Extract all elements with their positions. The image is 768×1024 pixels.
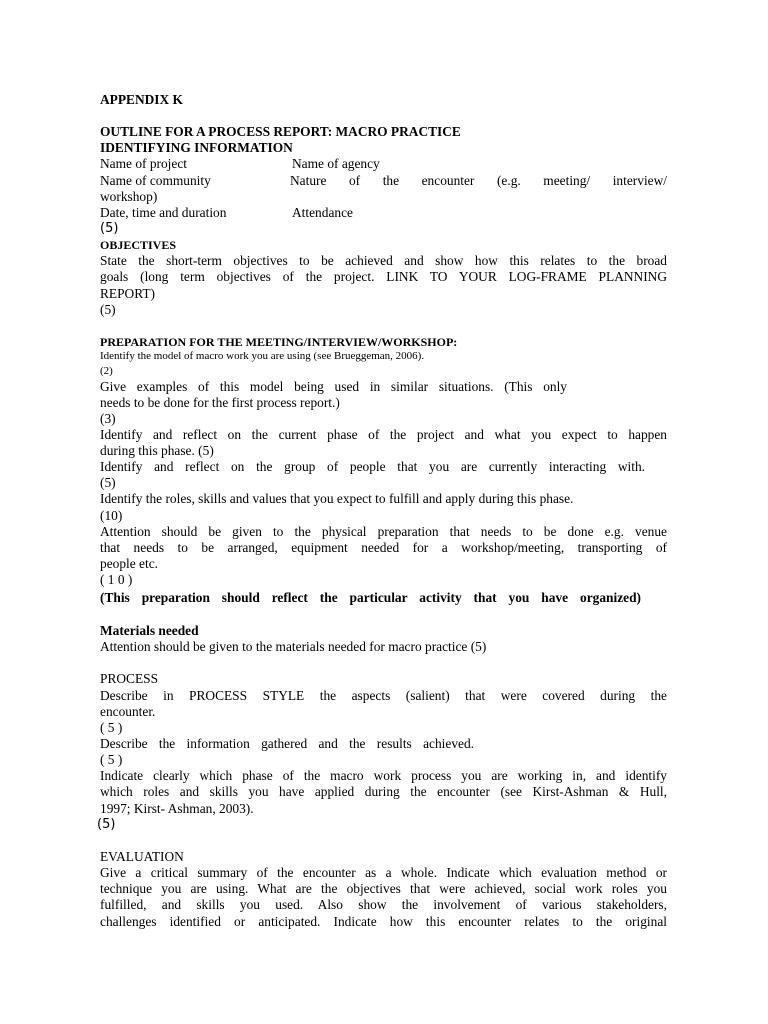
preparation-group: Identify and reflect on the group of people that you are currently interacting with. bbox=[100, 459, 645, 474]
document-title: OUTLINE FOR A PROCESS REPORT: MACRO PRACTICE bbox=[100, 124, 461, 139]
process-describe-1: Describe in PROCESS STYLE the aspects (salient) that were covered during the bbox=[100, 688, 667, 703]
process-phase-3: 1997; Kirst- Ashman, 2003). bbox=[100, 801, 254, 816]
process-phase-marks: (5) bbox=[97, 817, 116, 832]
field-encounter-cont: workshop) bbox=[100, 189, 158, 204]
evaluation-text-1: Give a critical summary of the encounter as a whole. Indicate which evaluation method or bbox=[100, 865, 667, 880]
field-attendance: Attendance bbox=[292, 205, 353, 220]
preparation-phase-1: Identify and reflect on the current phase of the project and what you expect to happen bbox=[100, 427, 667, 442]
process-info-marks: ( 5 ) bbox=[100, 752, 123, 767]
process-describe-2: encounter. bbox=[100, 704, 156, 719]
process-phase-2: which roles and skills you have applied during the encounter (see Kirst-Ashman & Hull, bbox=[100, 784, 667, 799]
objectives-text-2: goals (long term objectives of the project. LINK TO YOUR LOG-FRAME PLANNING bbox=[100, 269, 667, 284]
preparation-examples-2: needs to be done for the first process report.) bbox=[100, 395, 340, 410]
identifying-marks: (5) bbox=[100, 221, 119, 236]
materials-heading: Materials needed bbox=[100, 623, 199, 638]
preparation-physical-1: Attention should be given to the physical preparation that needs to be done e.g. venue bbox=[100, 524, 667, 539]
field-encounter: Nature of the encounter (e.g. meeting/ interview/ bbox=[290, 173, 667, 188]
field-community: Name of community bbox=[100, 173, 211, 188]
field-agency: Name of agency bbox=[292, 156, 380, 171]
evaluation-text-4: challenges identified or anticipated. Indicate how this encounter relates to the original bbox=[100, 914, 667, 929]
preparation-physical-marks: ( 1 0 ) bbox=[100, 572, 133, 587]
objectives-text-3: REPORT) bbox=[100, 286, 155, 301]
objectives-text-1: State the short-term objectives to be achieved and show how this relates to the broad bbox=[100, 253, 667, 268]
preparation-physical-2: that needs to be arranged, equipment needed for a workshop/meeting, transporting of bbox=[100, 540, 667, 555]
process-info: Describe the information gathered and the results achieved. bbox=[100, 736, 474, 751]
preparation-roles: Identify the roles, skills and values that you expect to fulfill and apply during this phase. bbox=[100, 491, 574, 506]
preparation-group-marks: (5) bbox=[100, 475, 116, 490]
preparation-roles-marks: (10) bbox=[100, 508, 123, 523]
preparation-note: (This preparation should reflect the particular activity that you have organized) bbox=[100, 590, 641, 605]
evaluation-text-2: technique you are using. What are the objectives that were achieved, social work roles you bbox=[100, 881, 667, 896]
materials-text: Attention should be given to the materials needed for macro practice (5) bbox=[100, 639, 487, 654]
preparation-examples-1: Give examples of this model being used in similar situations. (This only bbox=[100, 379, 567, 394]
evaluation-heading: EVALUATION bbox=[100, 849, 184, 864]
preparation-model-marks: (2) bbox=[100, 365, 113, 377]
preparation-physical-3: people etc. bbox=[100, 556, 158, 571]
objectives-marks: (5) bbox=[100, 302, 116, 317]
process-describe-marks: ( 5 ) bbox=[100, 720, 123, 735]
evaluation-text-3: fulfilled, and skills you used. Also show the involvement of various stakeholders, bbox=[100, 897, 667, 912]
preparation-phase-2: during this phase. (5) bbox=[100, 443, 214, 458]
preparation-heading: PREPARATION FOR THE MEETING/INTERVIEW/WORKSHOP: bbox=[100, 335, 458, 349]
field-project: Name of project bbox=[100, 156, 187, 171]
objectives-heading: OBJECTIVES bbox=[100, 238, 177, 252]
preparation-model: Identify the model of macro work you are using (see Brueggeman, 2006). bbox=[100, 350, 425, 362]
process-phase-1: Indicate clearly which phase of the macro work process you are working in, and identify bbox=[100, 768, 667, 783]
identifying-heading: IDENTIFYING INFORMATION bbox=[100, 140, 293, 155]
process-heading: PROCESS bbox=[100, 671, 159, 686]
preparation-examples-marks: (3) bbox=[100, 411, 116, 426]
field-date: Date, time and duration bbox=[100, 205, 227, 220]
appendix-label: APPENDIX K bbox=[100, 92, 183, 107]
